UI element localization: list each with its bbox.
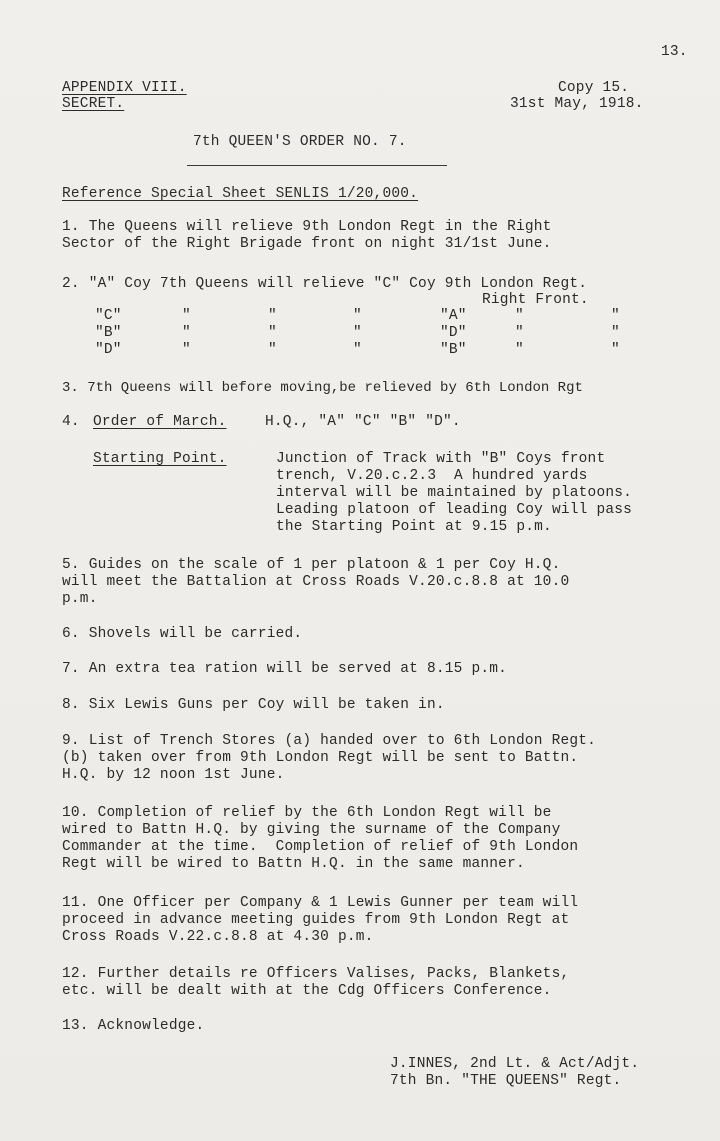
item-10-line-3: Commander at the time. Completion of relief of 9th London [62,839,579,855]
title-rule [187,165,447,166]
copy-number: Copy 15. [558,80,630,96]
order-title: 7th QUEEN'S ORDER NO. 7. [193,134,407,150]
item-9-line-3: H.Q. by 12 noon 1st June. [62,767,285,783]
item-9-line-1: 9. List of Trench Stores (a) handed over to 6th London Regt. [62,733,597,749]
ditto-mark: " [353,308,362,324]
ditto-mark: " [611,342,620,358]
reference-line: Reference Special Sheet SENLIS 1/20,000. [62,186,419,202]
relief-row-coy: "D" [95,342,122,358]
relief-row-relieved: "D" [440,325,467,341]
item-11-line-2: proceed in advance meeting guides from 9th London Regt at [62,912,570,928]
item-13-line-1: 13. Acknowledge. [62,1018,205,1034]
ditto-mark: " [268,325,277,341]
page-number: 13. [661,44,688,60]
item-4-number: 4. [62,414,80,430]
starting-point-line: trench, V.20.c.2.3 A hundred yards [276,468,588,484]
item-12-line-2: etc. will be dealt with at the Cdg Officers Conference. [62,983,552,999]
item-2-line-1b: Right Front. [482,292,589,308]
starting-point-label: Starting Point. [93,451,227,467]
item-10-line-2: wired to Battn H.Q. by giving the surname of the Company [62,822,561,838]
item-5-line-3: p.m. [62,591,98,607]
starting-point-line: interval will be maintained by platoons. [276,485,633,501]
item-6-line-1: 6. Shovels will be carried. [62,626,303,642]
ditto-mark: " [353,325,362,341]
item-10-line-1: 10. Completion of relief by the 6th London Regt will be [62,805,552,821]
starting-point-line: Junction of Track with "B" Coys front [276,451,606,467]
item-10-line-4: Regt will be wired to Battn H.Q. in the same manner. [62,856,525,872]
secret-label: SECRET. [62,96,125,112]
item-11-line-3: Cross Roads V.22.c.8.8 at 4.30 p.m. [62,929,374,945]
item-5-line-2: will meet the Battalion at Cross Roads V.20.c.8.8 at 10.0 [62,574,570,590]
item-7-line-1: 7. An extra tea ration will be served at 8.15 p.m. [62,661,508,677]
order-of-march-text: H.Q., "A" "C" "B" "D". [265,414,461,430]
item-3-line-1: 3. 7th Queens will before moving,be relieved by 6th London Rgt [62,380,583,396]
item-5-line-1: 5. Guides on the scale of 1 per platoon & 1 per Coy H.Q. [62,557,561,573]
item-1-line-2: Sector of the Right Brigade front on night 31/1st June. [62,236,552,252]
relief-row-coy: "C" [95,308,122,324]
ditto-mark: " [515,325,524,341]
appendix-label: APPENDIX VIII. [62,80,187,96]
starting-point-line: the Starting Point at 9.15 p.m. [276,519,552,535]
item-9-line-2: (b) taken over from 9th London Regt will be sent to Battn. [62,750,579,766]
relief-row-coy: "B" [95,325,122,341]
relief-row-relieved: "B" [440,342,467,358]
ditto-mark: " [268,342,277,358]
item-11-line-1: 11. One Officer per Company & 1 Lewis Gunner per team will [62,895,579,911]
order-of-march-heading: Order of March. [93,414,227,430]
item-12-line-1: 12. Further details re Officers Valises, Packs, Blankets, [62,966,570,982]
ditto-mark: " [515,342,524,358]
item-8-line-1: 8. Six Lewis Guns per Coy will be taken in. [62,697,445,713]
item-2-line-1: 2. "A" Coy 7th Queens will relieve "C" Coy 9th London Regt. [62,276,588,292]
relief-row-relieved: "A" [440,308,467,324]
ditto-mark: " [182,325,191,341]
signature-line-1: J.INNES, 2nd Lt. & Act/Adjt. [390,1056,640,1072]
starting-point-line: Leading platoon of leading Coy will pass [276,502,633,518]
item-1-line-1: 1. The Queens will relieve 9th London Regt in the Right [62,219,552,235]
signature-line-2: 7th Bn. "THE QUEENS" Regt. [390,1073,622,1089]
ditto-mark: " [182,308,191,324]
ditto-mark: " [515,308,524,324]
ditto-mark: " [611,325,620,341]
ditto-mark: " [353,342,362,358]
ditto-mark: " [268,308,277,324]
document-date: 31st May, 1918. [510,96,644,112]
ditto-mark: " [182,342,191,358]
ditto-mark: " [611,308,620,324]
